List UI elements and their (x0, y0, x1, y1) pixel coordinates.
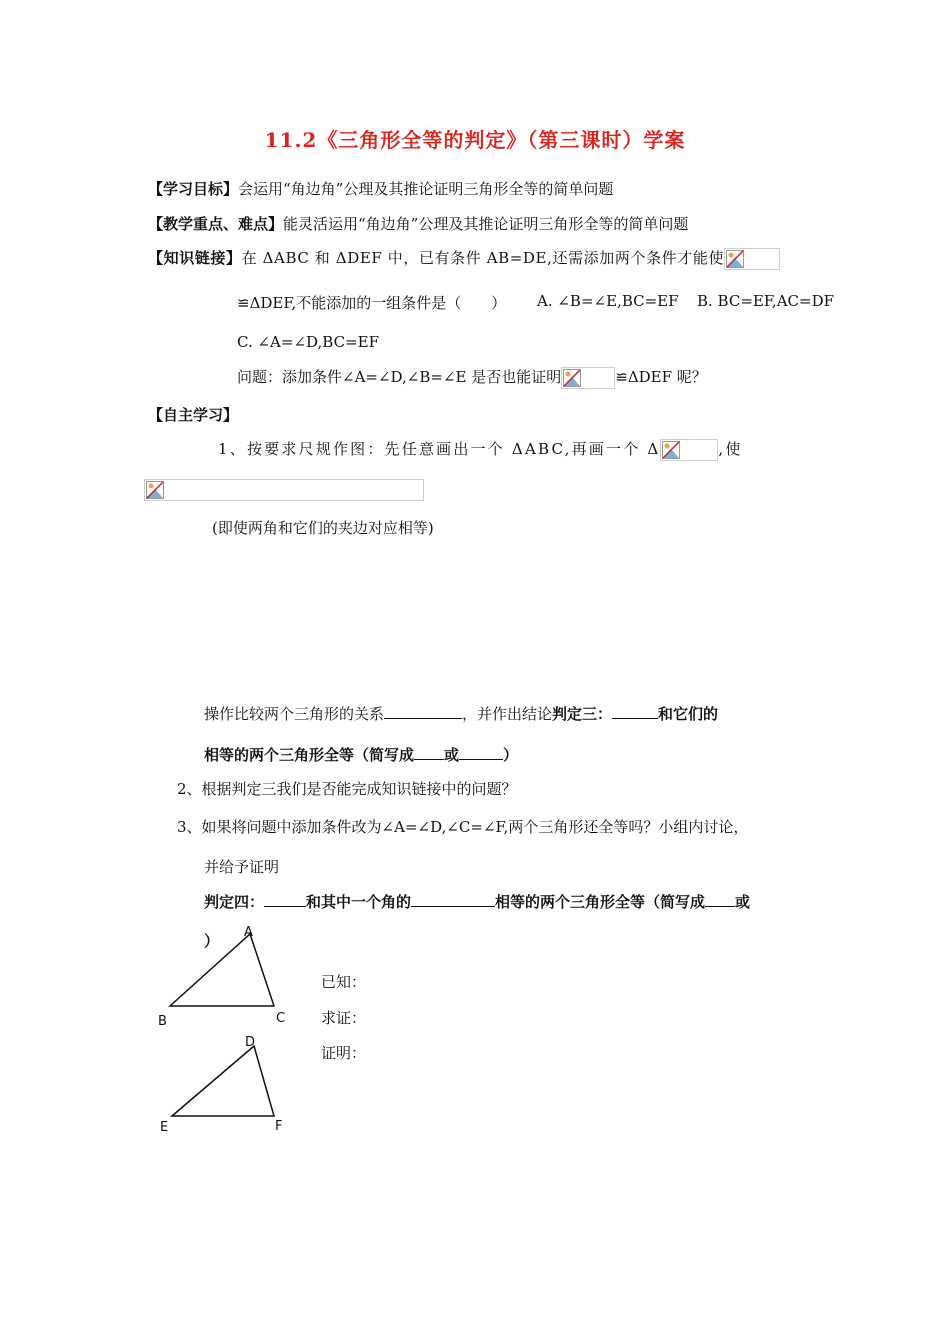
triangle-abc (170, 934, 274, 1006)
answer-blank[interactable] (705, 892, 735, 907)
answer-blank[interactable] (612, 704, 658, 719)
item2: 2、根据判定三我们是否能完成知识链接中的问题？ (177, 780, 517, 798)
rule3-or: 或 (444, 746, 460, 764)
page-title: 11.2《三角形全等的判定》（第三课时）学案 (264, 128, 686, 152)
link-text-2: ≌ΔDEF,不能添加的一组条件是（ ） (237, 294, 507, 312)
embedded-formula-image (660, 439, 718, 461)
broken-image-icon (662, 441, 680, 459)
rule4-label: 判定四： (204, 893, 265, 911)
compare-text: 操作比较两个三角形的关系 (204, 705, 385, 723)
answer-blank[interactable] (414, 745, 444, 760)
proof-body: 证明： (321, 1044, 367, 1062)
answer-blank[interactable] (459, 745, 503, 760)
vertex-b: B (158, 1014, 167, 1029)
broken-image-icon (563, 369, 581, 387)
rule4-close: ） (204, 932, 220, 950)
answer-blank[interactable] (264, 892, 306, 907)
compare-line (204, 703, 718, 724)
self-study-label: 【自主学习】 (148, 406, 239, 424)
triangle-def (172, 1046, 274, 1116)
link-question (237, 366, 707, 389)
vertex-d: D (245, 1035, 256, 1050)
keypoints-text: 能灵活运用“角边角”公理及其推论证明三角形全等的简单问题 (283, 215, 689, 233)
item1-line (218, 438, 743, 461)
keypoints-label: 【教学重点、难点】 (148, 215, 284, 233)
item1-note: (即使两角和它们的夹边对应相等) (212, 519, 434, 537)
rule4-text: 和其中一个角的 (306, 893, 412, 911)
rule3-close: ） (503, 746, 519, 764)
objective-label: 【学习目标】 (148, 180, 239, 198)
triangle-figure (150, 920, 300, 1140)
broken-image-icon (146, 481, 164, 499)
answer-blank[interactable] (411, 892, 495, 907)
vertex-f: F (275, 1119, 283, 1134)
question-post: ≌ΔDEF 呢？ (615, 368, 707, 386)
rule3-label: 判定三： (552, 705, 613, 723)
rule4-text-2: 相等的两个三角形全等（简写成 (495, 893, 706, 911)
rule3-text-2: 相等的两个三角形全等（简写成 (204, 746, 415, 764)
option-b: B. BC=EF,AC=DF (697, 292, 835, 310)
proof-given: 已知： (321, 973, 367, 991)
item3-line-1: 3、如果将问题中添加条件改为∠A=∠D,∠C=∠F,两个三角形还全等吗？小组内讨论， (177, 818, 749, 836)
link-line-2 (237, 292, 506, 313)
vertex-e: E (160, 1120, 169, 1135)
embedded-formula-image (561, 367, 615, 389)
option-a: A. ∠B=∠E,BC=EF (537, 292, 679, 310)
answer-blank[interactable] (384, 704, 462, 719)
link-line-1 (148, 247, 780, 270)
option-c: C. ∠A=∠D,BC=EF (237, 333, 379, 351)
broken-image-icon (726, 250, 744, 268)
rule4-or: 或 (735, 893, 751, 911)
question-pre: 问题：添加条件∠A=∠D,∠B=∠E 是否也能证明 (237, 368, 562, 386)
rule3-text: 和它们的 (658, 705, 719, 723)
keypoints-line (148, 213, 688, 234)
embedded-formula-image (724, 248, 780, 270)
item1-tail: ,使 (718, 440, 743, 458)
rule4-line (204, 891, 750, 912)
proof-prove: 求证： (321, 1009, 367, 1027)
rule3-line-2 (204, 744, 518, 765)
embedded-condition-image (144, 479, 424, 501)
link-label: 【知识链接】 (148, 249, 242, 267)
item1-text: 1、按要求尺规作图：先任意画出一个 ΔABC,再画一个 Δ (218, 440, 661, 458)
item3-line-2: 并给予证明 (204, 858, 280, 876)
objective-text: 会运用“角边角”公理及其推论证明三角形全等的简单问题 (238, 180, 614, 198)
link-text-1: 在 ΔABC 和 ΔDEF 中，已有条件 AB=DE,还需添加两个条件才能使 (241, 249, 725, 267)
vertex-c: C (276, 1011, 286, 1026)
compare-text-2: ，并作出结论 (462, 705, 553, 723)
objective-line (148, 178, 613, 199)
vertex-a: A (244, 925, 253, 940)
